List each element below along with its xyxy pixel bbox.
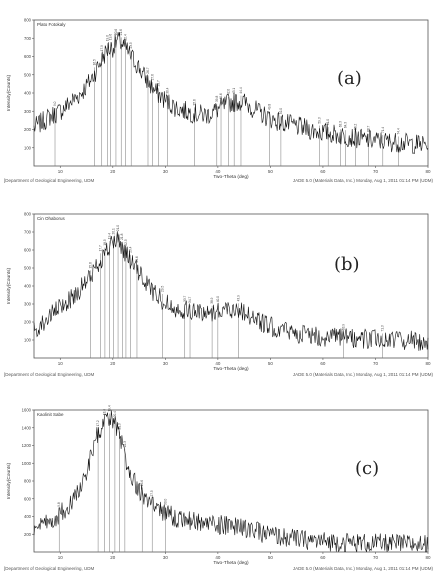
x-tick-label: 50 xyxy=(267,361,273,366)
peak-label: 20.4 xyxy=(112,411,117,418)
panel-label-b: (b) xyxy=(334,254,360,275)
chart-panel-b xyxy=(0,200,447,392)
peak-label: 43.1 xyxy=(232,87,237,95)
peak-label: 28.7 xyxy=(156,80,161,87)
x-tick-label: 40 xyxy=(215,361,221,366)
peak-label: 63.3 xyxy=(338,121,343,128)
footer-right-a: JADE 5.0 (Materials Data, Inc.) Monday, Aug 1, 2011 01:14 PM (UDM) xyxy=(292,178,433,183)
peak-label: 74.4 xyxy=(396,128,401,135)
peak-label: 15.8 xyxy=(88,262,93,269)
x-tick-label: 30 xyxy=(162,361,168,366)
panel-label-c: (c) xyxy=(355,458,380,479)
footer-left-b: [Department of Geological Engineering, UDM xyxy=(4,372,95,377)
plot-title-b: Cin Ohaborus xyxy=(37,216,65,221)
peak-label: 24.6 xyxy=(134,256,139,263)
chart-panel-a xyxy=(0,0,447,192)
peak-label: 18.4 xyxy=(102,408,107,416)
x-tick-label: 60 xyxy=(320,555,326,560)
peak-label: 23.5 xyxy=(129,42,134,49)
chart-panel-c xyxy=(0,398,447,580)
x-tick-label: 70 xyxy=(372,555,378,560)
peak-label: 19.6 xyxy=(108,33,113,41)
y-tick-label: 300 xyxy=(24,301,31,307)
peak-label: 21.6 xyxy=(119,29,124,36)
y-tick-label: 600 xyxy=(24,247,31,253)
x-tick-label: 10 xyxy=(57,555,63,560)
peak-label: 9.8 xyxy=(57,502,62,507)
plot-frame-c xyxy=(34,410,428,552)
peak-label: 19.4 xyxy=(107,405,112,412)
footer-right-c: JADE 5.0 (Materials Data, Inc.) Monday, Aug 1, 2011 01:14 PM (UDM) xyxy=(292,566,433,571)
peak-label: 22.5 xyxy=(123,239,128,246)
x-tick-label: 40 xyxy=(215,555,221,560)
peak-label: 71.3 xyxy=(380,325,385,332)
x-tick-label: 50 xyxy=(267,555,273,560)
peak-label: 64.3 xyxy=(343,121,348,129)
peak-label: 27.6 xyxy=(150,74,155,81)
footer-left-a: [Department of Geological Engineering, UDM xyxy=(4,178,95,183)
y-tick-label: 500 xyxy=(24,72,31,78)
y-tick-label: 600 xyxy=(24,54,31,59)
peak-label: 30.0 xyxy=(163,498,168,505)
peak-label: 43.9 xyxy=(236,295,241,302)
footer-left-c: [Department of Geological Engineering, UDM xyxy=(4,566,95,571)
y-axis-label-b: Intensity(Counts) xyxy=(7,267,12,305)
y-tick-label: 1000 xyxy=(21,460,31,466)
y-tick-label: 200 xyxy=(24,531,31,537)
x-axis-label-b: Two-Theta (deg) xyxy=(213,367,249,372)
peak-label: 34.7 xyxy=(188,296,193,303)
y-tick-label: 1200 xyxy=(21,443,31,448)
peak-label: 20.1 xyxy=(111,228,116,235)
x-tick-label: 20 xyxy=(110,169,116,174)
peak-label: 33.7 xyxy=(182,295,187,302)
peak-label: 38.9 xyxy=(210,297,215,304)
x-tick-label: 70 xyxy=(372,361,378,366)
y-tick-label: 600 xyxy=(24,496,31,502)
peak-label: 42.0 xyxy=(226,88,231,96)
peak-label: 17.2 xyxy=(96,420,101,427)
peak-label: 18.5 xyxy=(102,239,107,246)
x-tick-label: 40 xyxy=(215,169,221,174)
y-axis-label-c: Intensity(Counts) xyxy=(7,462,12,500)
y-tick-label: 200 xyxy=(24,319,31,325)
peak-label: 63.9 xyxy=(341,323,346,331)
y-tick-label: 700 xyxy=(24,35,31,41)
plot-frame-b xyxy=(34,214,428,358)
x-tick-label: 80 xyxy=(425,361,431,366)
peak-label: 23.4 xyxy=(128,246,133,253)
y-tick-label: 400 xyxy=(24,514,31,519)
y-tick-label: 1400 xyxy=(21,425,31,431)
x-tick-label: 70 xyxy=(372,169,378,174)
peak-label: 17.9 xyxy=(99,45,104,52)
y-tick-label: 800 xyxy=(24,211,31,217)
x-tick-label: 60 xyxy=(320,169,326,174)
peak-label: 49.8 xyxy=(267,103,272,111)
peak-label: 44.4 xyxy=(238,87,243,94)
peak-label: 40.6 xyxy=(219,93,224,100)
peak-label: 16.5 xyxy=(92,59,97,66)
peak-label: 52.0 xyxy=(278,107,283,115)
y-tick-label: 1600 xyxy=(21,407,31,413)
x-tick-label: 20 xyxy=(110,555,116,560)
peak-label: 30.4 xyxy=(165,87,170,94)
peak-label: 66.2 xyxy=(353,123,358,130)
x-tick-label: 60 xyxy=(320,361,326,366)
peak-label: 9.0 xyxy=(53,101,58,106)
peak-label: 59.3 xyxy=(317,117,322,124)
peak-label: 19.4 xyxy=(107,232,112,240)
x-tick-label: 20 xyxy=(110,361,116,366)
peak-label: 19.0 xyxy=(105,34,110,42)
y-tick-label: 400 xyxy=(24,283,31,289)
peak-label: 35.6 xyxy=(192,99,197,106)
peak-label: 61.0 xyxy=(326,118,331,126)
peak-label: 20.6 xyxy=(113,28,118,35)
y-tick-label: 400 xyxy=(24,90,31,96)
peak-label: 21.8 xyxy=(120,233,125,240)
peak-label: 40.0 xyxy=(215,296,220,303)
xrd-chart-a xyxy=(0,0,447,192)
y-axis-label-a: Intensity(Counts) xyxy=(7,74,12,112)
peak-label: 25.6 xyxy=(140,479,145,487)
panel-label-a: (a) xyxy=(337,68,362,89)
y-tick-label: 200 xyxy=(24,127,31,132)
x-tick-label: 50 xyxy=(267,169,273,174)
peak-label: 22.4 xyxy=(123,34,128,41)
x-tick-label: 10 xyxy=(57,361,63,366)
y-tick-label: 100 xyxy=(24,145,31,151)
plot-title-c: Kaolinit Sabe xyxy=(37,412,64,417)
peak-label: 29.5 xyxy=(160,285,165,292)
y-tick-label: 100 xyxy=(24,337,31,343)
y-tick-label: 300 xyxy=(24,108,31,114)
x-tick-label: 10 xyxy=(57,169,63,174)
peak-label: 39.8 xyxy=(214,95,219,102)
peak-label: 71.4 xyxy=(380,126,385,134)
peak-label: 21.0 xyxy=(116,224,121,232)
peak-label: 17.7 xyxy=(98,245,103,252)
x-axis-label-a: Two-Theta (deg) xyxy=(213,175,249,180)
y-tick-label: 800 xyxy=(24,17,31,23)
peak-label: 68.7 xyxy=(366,125,371,132)
x-tick-label: 30 xyxy=(162,169,168,174)
peak-label: 26.7 xyxy=(145,67,150,74)
x-tick-label: 30 xyxy=(162,555,168,560)
peak-label: 21.3 xyxy=(117,423,122,430)
y-tick-label: 700 xyxy=(24,229,31,235)
xrd-chart-c xyxy=(0,398,447,580)
x-tick-label: 80 xyxy=(425,555,431,560)
peak-label: 27.5 xyxy=(150,490,155,497)
x-tick-label: 80 xyxy=(425,169,431,174)
x-axis-label-c: Two-Theta (deg) xyxy=(213,561,249,566)
y-tick-label: 800 xyxy=(24,478,31,484)
y-tick-label: 500 xyxy=(24,265,31,271)
xrd-chart-b xyxy=(0,200,447,392)
plot-title-a: Plato Fotokaly xyxy=(37,22,66,27)
footer-right-b: JADE 5.0 (Materials Data, Inc.) Monday, Aug 1, 2011 01:14 PM (UDM) xyxy=(292,372,433,377)
peak-label: 22.3 xyxy=(122,441,127,448)
